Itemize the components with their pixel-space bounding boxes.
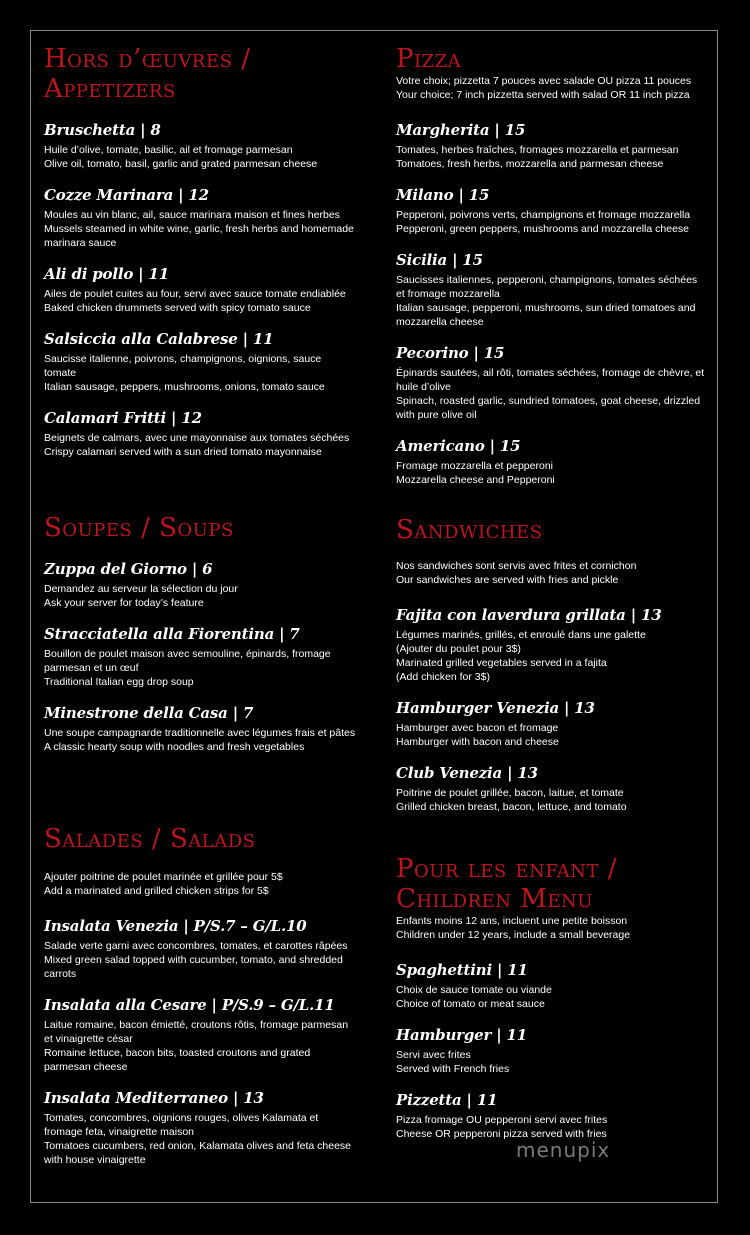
menu-item	[396, 960, 708, 1011]
item-title: Bruschetta | 8	[44, 121, 161, 139]
item-desc-fr: Choix de sauce tomate ou viande	[396, 984, 552, 996]
section-intro	[396, 74, 708, 102]
item-title: Milano | 15	[396, 186, 490, 204]
item-desc-en: Tomatoes, fresh herbs, mozzarella and parmesan cheese	[396, 158, 664, 170]
item-title: Stracciatella alla Fiorentina | 7	[44, 625, 300, 643]
menu-item	[396, 120, 708, 171]
item-desc-fr: Légumes marinés, grillés, et enroulé dans une galette	[396, 629, 646, 641]
menu-item	[396, 605, 708, 684]
item-desc-fr: Fromage mozzarella et pepperoni	[396, 460, 553, 472]
menu-item	[396, 436, 708, 487]
item-title: Insalata Venezia | P/S.7 – G/L.10	[44, 917, 307, 935]
menu-item	[396, 1090, 708, 1141]
item-desc-fr: Saucisses italiennes, pepperoni, champignons, tomates séchées et fromage mozzarella	[396, 274, 698, 300]
appetizers-title: Hors d’œuvres / Appetizers	[44, 44, 251, 104]
item-title: Cozze Marinara | 12	[44, 186, 209, 204]
soups-title: Soupes / Soups	[44, 513, 234, 543]
section-intro	[44, 870, 356, 898]
item-desc-en: Pepperoni, green peppers, mushrooms and mozzarella cheese	[396, 223, 690, 235]
item-desc-fr-note: (Ajouter du poulet pour 3$)	[396, 643, 521, 655]
item-desc-en: Italian sausage, pepperoni, mushrooms, sun dried tomatoes and mozzarella cheese	[396, 302, 696, 328]
item-title: Hamburger Venezia | 13	[396, 699, 595, 717]
menu-item	[396, 343, 708, 422]
item-desc-en: Marinated grilled vegetables served in a fajita	[396, 657, 607, 669]
item-desc-en: Grilled chicken breast, bacon, lettuce, and tomato	[396, 801, 627, 813]
menu-item	[44, 185, 356, 250]
item-desc-en: Crispy calamari served with a sun dried tomato mayonnaise	[44, 446, 322, 458]
item-desc-fr: Servi avec frites	[396, 1049, 471, 1061]
item-desc-en: Mussels steamed in white wine, garlic, fresh herbs and homemade marinara sauce	[44, 223, 354, 249]
menu-item	[44, 703, 356, 754]
pizza-title: Pizza	[396, 44, 462, 74]
item-desc-en: Baked chicken drummets served with spicy tomato sauce	[44, 302, 311, 314]
item-title: Pecorino | 15	[396, 344, 505, 362]
item-desc-fr: Tomates, concombres, oignions rouges, olives Kalamata et fromage feta, vinaigrette maison	[44, 1112, 319, 1138]
item-desc-en: Italian sausage, peppers, mushrooms, onions, tomato sauce	[44, 381, 325, 393]
item-title: Pizzetta | 11	[396, 1091, 498, 1109]
item-desc-fr: Beignets de calmars, avec une mayonnaise aux tomates séchées	[44, 432, 350, 444]
sandwiches-section	[396, 515, 708, 814]
item-desc-fr: Tomates, herbes fraîches, fromages mozzarella et parmesan	[396, 144, 679, 156]
section-intro	[396, 914, 708, 942]
item-title: Margherita | 15	[396, 121, 526, 139]
menu-item	[44, 916, 356, 981]
item-desc-fr: Épinards sautées, ail rôti, tomates séchées, fromage de chèvre, et huile d’olive	[396, 367, 705, 393]
menu-item	[44, 995, 356, 1074]
item-title: Spaghettini | 11	[396, 961, 528, 979]
item-title: Hamburger | 11	[396, 1026, 527, 1044]
item-title: Insalata Mediterraneo | 13	[44, 1089, 264, 1107]
menu-item	[396, 698, 708, 749]
item-desc-en: Mixed green salad topped with cucumber, tomato, and shredded carrots	[44, 954, 343, 980]
menupix-watermark: menupix	[516, 1138, 611, 1162]
salads-section	[44, 824, 356, 1167]
menu-item	[44, 329, 356, 394]
intro-fr: Enfants moins 12 ans, incluent une petite boisson	[396, 915, 628, 927]
menu-item	[396, 763, 708, 814]
item-desc-fr: Demandez au serveur la sélection du jour	[44, 583, 238, 595]
item-title: Salsiccia alla Calabrese | 11	[44, 330, 274, 348]
menu-item	[396, 1025, 708, 1076]
salads-title: Salades / Salads	[44, 824, 256, 854]
item-title: Insalata alla Cesare | P/S.9 – G/L.11	[44, 996, 335, 1014]
right-column	[396, 44, 708, 1155]
item-desc-en: Tomatoes cucumbers, red onion, Kalamata olives and feta cheese with house vinaigrette	[44, 1140, 352, 1166]
item-desc-en-note: (Add chicken for 3$)	[396, 671, 490, 683]
item-desc-fr: Laitue romaine, bacon émietté, croutons rôtis, fromage parmesan et vinaigrette césar	[44, 1019, 349, 1045]
menu-item	[44, 1088, 356, 1167]
section-intro	[396, 559, 708, 587]
intro-en: Your choice; 7 inch pizzetta served with salad OR 11 inch pizza	[396, 89, 690, 101]
item-desc-en: Olive oil, tomato, basil, garlic and grated parmesan cheese	[44, 158, 318, 170]
item-title: Minestrone della Casa | 7	[44, 704, 254, 722]
item-desc-fr: Poitrine de poulet grillée, bacon, laitue, et tomate	[396, 787, 624, 799]
intro-en: Add a marinated and grilled chicken strips for 5$	[44, 885, 269, 897]
item-desc-fr: Hamburger avec bacon et fromage	[396, 722, 559, 734]
item-desc-en: Choice of tomato or meat sauce	[396, 998, 545, 1010]
item-desc-fr: Pepperoni, poivrons verts, champignons et fromage mozzarella	[396, 209, 691, 221]
menu-item	[44, 264, 356, 315]
item-title: Sicilia | 15	[396, 251, 483, 269]
item-desc-en: Ask your server for today’s feature	[44, 597, 204, 609]
kids-title: Pour les enfant / Children Menu	[396, 854, 618, 914]
appetizers-section	[44, 44, 356, 459]
kids-section	[396, 854, 708, 1141]
intro-fr: Nos sandwiches sont servis avec frites et cornichon	[396, 560, 637, 572]
item-desc-en: Hamburger with bacon and cheese	[396, 736, 559, 748]
menu-item	[44, 624, 356, 689]
menu-item	[396, 250, 708, 329]
item-desc-fr: Pizza fromage OU pepperoni servi avec frites	[396, 1114, 608, 1126]
item-title: Zuppa del Giorno | 6	[44, 560, 213, 578]
item-desc-fr: Moules au vin blanc, ail, sauce marinara maison et fines herbes	[44, 209, 340, 221]
item-desc-en: Spinach, roasted garlic, sundried tomatoes, goat cheese, drizzled with pure olive oil	[396, 395, 701, 421]
item-desc-fr: Salade verte garni avec concombres, tomates, et carottes râpées	[44, 940, 348, 952]
item-title: Club Venezia | 13	[396, 764, 538, 782]
item-title: Americano | 15	[396, 437, 521, 455]
left-column	[44, 44, 356, 1181]
item-desc-en: Romaine lettuce, bacon bits, toasted croutons and grated parmesan cheese	[44, 1047, 311, 1073]
item-desc-en: Mozzarella cheese and Pepperoni	[396, 474, 555, 486]
item-desc-fr: Bouillon de poulet maison avec semouline, épinards, fromage parmesan et un œuf	[44, 648, 331, 674]
menu-item	[396, 185, 708, 236]
item-desc-en: Traditional Italian egg drop soup	[44, 676, 194, 688]
item-desc-fr: Huile d’olive, tomate, basilic, ail et fromage parmesan	[44, 144, 293, 156]
intro-en: Our sandwiches are served with fries and pickle	[396, 574, 619, 586]
item-desc-en: Cheese OR pepperoni pizza served with fries	[396, 1128, 607, 1140]
menu-item	[44, 559, 356, 610]
item-title: Fajita con laverdura grillata | 13	[396, 606, 662, 624]
soups-section	[44, 513, 356, 754]
item-desc-en: A classic hearty soup with noodles and fresh vegetables	[44, 741, 305, 753]
sandwiches-title: Sandwiches	[396, 515, 543, 545]
item-desc-fr: Ailes de poulet cuites au four, servi avec sauce tomate endiablée	[44, 288, 346, 300]
item-desc-fr: Saucisse italienne, poivrons, champignons, oignions, sauce tomate	[44, 353, 322, 379]
pizza-section	[396, 44, 708, 487]
item-title: Calamari Fritti | 12	[44, 409, 202, 427]
item-desc-fr: Une soupe campagnarde traditionnelle avec légumes frais et pâtes	[44, 727, 356, 739]
menu-item	[44, 408, 356, 459]
intro-en: Children under 12 years, include a small beverage	[396, 929, 631, 941]
intro-fr: Ajouter poitrine de poulet marinée et grillée pour 5$	[44, 871, 283, 883]
item-desc-en: Served with French fries	[396, 1063, 510, 1075]
item-title: Ali di pollo | 11	[44, 265, 169, 283]
menu-item	[44, 120, 356, 171]
intro-fr: Votre choix; pizzetta 7 pouces avec salade OU pizza 11 pouces	[396, 75, 692, 87]
